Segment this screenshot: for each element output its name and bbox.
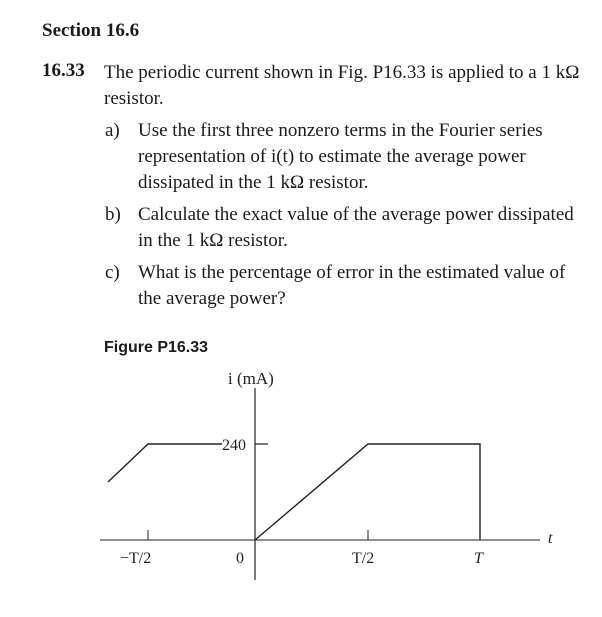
section-heading: Section 16.6	[42, 20, 140, 41]
waveform-main-period	[255, 444, 480, 540]
part-c-text: What is the percentage of error in the estimated value of the average power?	[138, 262, 566, 309]
figure-caption: Figure P16.33	[104, 339, 209, 356]
part-c-letter: c)	[105, 262, 120, 283]
problem-stem: The periodic current shown in Fig. P16.33 is applied to a 1 kΩ resistor.	[104, 62, 580, 109]
x-tick-label-neg-half: −T/2	[120, 550, 152, 567]
part-a-text: Use the first three nonzero terms in the Fourier series representation of i(t) to estimate the average power dissipated in the 1 kΩ resistor.	[138, 120, 543, 193]
part-a-letter: a)	[105, 120, 120, 141]
x-tick-label-half: T/2	[352, 550, 375, 567]
waveform-prev-period	[108, 444, 222, 482]
part-b-text: Calculate the exact value of the average power dissipated in the 1 kΩ resistor.	[138, 204, 574, 251]
x-axis-label: t	[548, 530, 553, 547]
y-tick-label-240: 240	[222, 437, 246, 454]
waveform-figure	[0, 360, 602, 600]
y-axis-label: i (mA)	[228, 369, 274, 388]
x-tick-label-zero: 0	[236, 550, 244, 567]
problem-number: 16.33	[42, 60, 85, 81]
x-tick-label-t: T	[474, 550, 483, 567]
part-b-letter: b)	[105, 204, 121, 225]
